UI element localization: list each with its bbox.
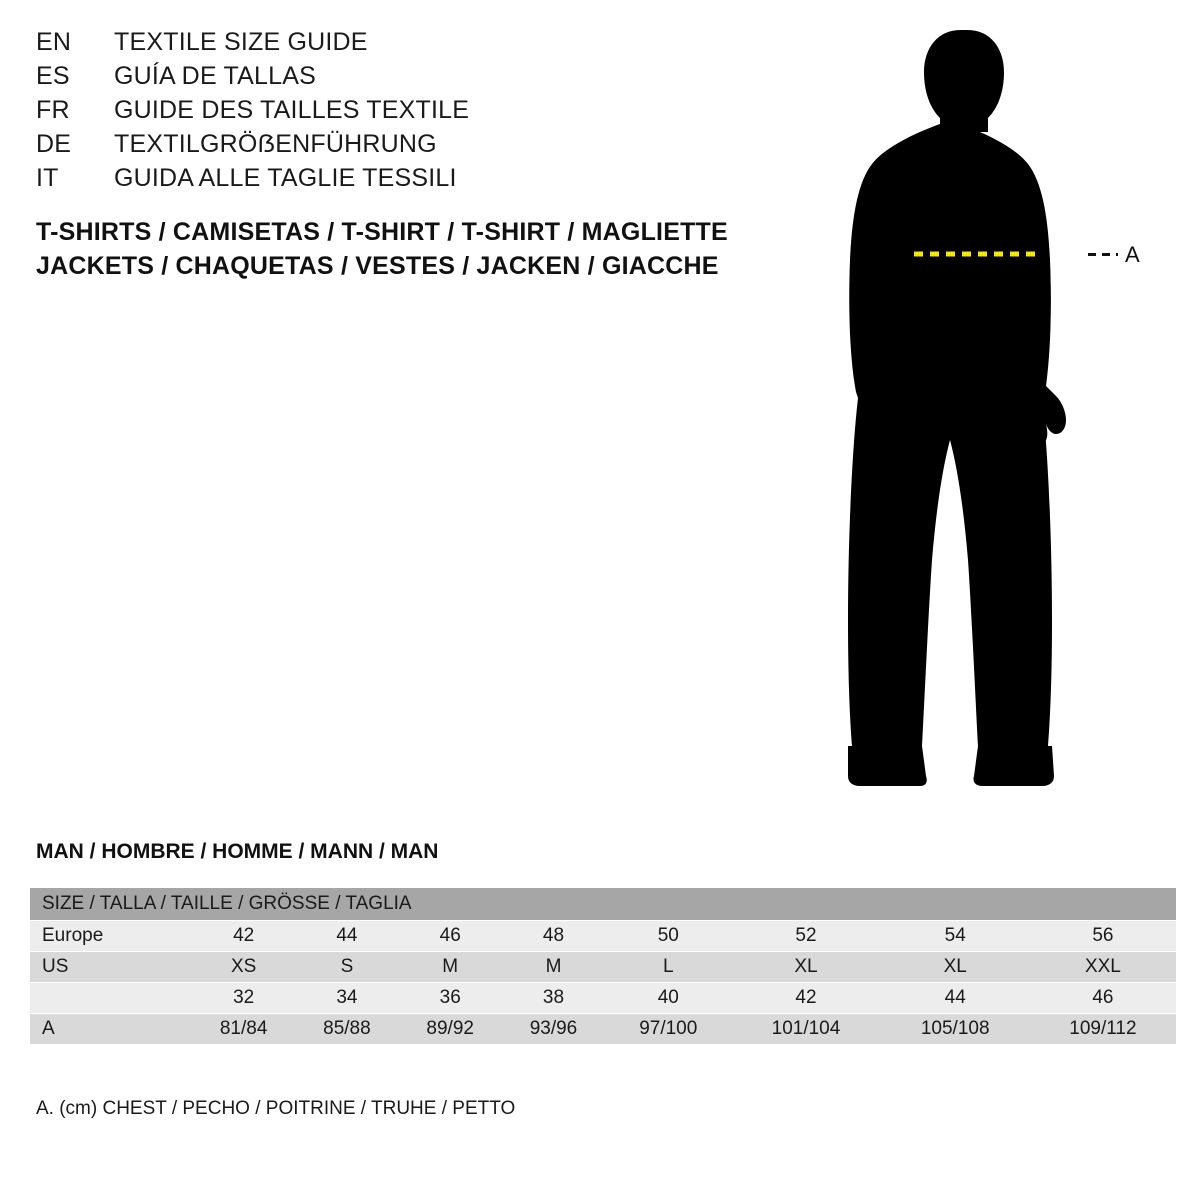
measure-label-a: A (1125, 242, 1140, 267)
cell: 46 (1030, 983, 1176, 1014)
language-row (36, 164, 756, 198)
row-label: US (30, 952, 192, 983)
cell: M (502, 952, 605, 983)
cell: M (399, 952, 502, 983)
cell: 105/108 (881, 1014, 1030, 1045)
language-row (36, 96, 756, 130)
language-title: GUÍA DE TALLAS (114, 62, 316, 90)
category-jackets: JACKETS / CHAQUETAS / VESTES / JACKEN / GIACCHE (36, 252, 719, 280)
table-row (30, 921, 1176, 952)
cell: XL (881, 952, 1030, 983)
language-code: FR (36, 96, 70, 124)
cell: 42 (192, 921, 295, 952)
cell: S (295, 952, 398, 983)
table-section-title: MAN / HOMBRE / HOMME / MANN / MAN (36, 840, 439, 863)
cell: 44 (881, 983, 1030, 1014)
cell: 46 (399, 921, 502, 952)
cell: 38 (502, 983, 605, 1014)
cell: 97/100 (605, 1014, 731, 1045)
male-silhouette-figure (800, 20, 1200, 790)
cell: XXL (1030, 952, 1176, 983)
table-row (30, 1014, 1176, 1045)
cell: 36 (399, 983, 502, 1014)
cell: 52 (731, 921, 880, 952)
table-row (30, 952, 1176, 983)
language-title: GUIDA ALLE TAGLIE TESSILI (114, 164, 457, 192)
cell: L (605, 952, 731, 983)
row-label (30, 983, 192, 1014)
cell: 48 (502, 921, 605, 952)
row-label: A (30, 1014, 192, 1045)
language-row (36, 28, 756, 62)
table-header-label: SIZE / TALLA / TAILLE / GRÖSSE / TAGLIA (30, 888, 1176, 921)
cell: 93/96 (502, 1014, 605, 1045)
language-row (36, 62, 756, 96)
cell: 34 (295, 983, 398, 1014)
language-title: GUIDE DES TAILLES TEXTILE (114, 96, 470, 124)
language-code: DE (36, 130, 72, 158)
cell: 32 (192, 983, 295, 1014)
cell: 101/104 (731, 1014, 880, 1045)
table-footnote: A. (cm) CHEST / PECHO / POITRINE / TRUHE / PETTO (36, 1098, 516, 1119)
language-code: ES (36, 62, 70, 90)
cell: 109/112 (1030, 1014, 1176, 1045)
cell: 40 (605, 983, 731, 1014)
row-label: Europe (30, 921, 192, 952)
size-table (30, 888, 1176, 1045)
cell: 54 (881, 921, 1030, 952)
language-title: TEXTILE SIZE GUIDE (114, 28, 368, 56)
cell: 50 (605, 921, 731, 952)
language-row (36, 130, 756, 164)
language-code: IT (36, 164, 59, 192)
silhouette-svg (800, 20, 1200, 790)
cell: XS (192, 952, 295, 983)
cell: 89/92 (399, 1014, 502, 1045)
cell: 56 (1030, 921, 1176, 952)
table-row (30, 983, 1176, 1014)
language-code: EN (36, 28, 72, 56)
cell: 44 (295, 921, 398, 952)
garment-category-list (36, 215, 796, 283)
cell: 81/84 (192, 1014, 295, 1045)
language-header-list (36, 28, 756, 198)
category-tshirts: T-SHIRTS / CAMISETAS / T-SHIRT / T-SHIRT / MAGLIETTE (36, 218, 728, 246)
table-header-row (30, 888, 1176, 921)
cell: XL (731, 952, 880, 983)
cell: 42 (731, 983, 880, 1014)
language-title: TEXTILGRÖẞENFÜHRUNG (114, 130, 437, 158)
measure-leader-dashes (1088, 253, 1118, 256)
cell: 85/88 (295, 1014, 398, 1045)
